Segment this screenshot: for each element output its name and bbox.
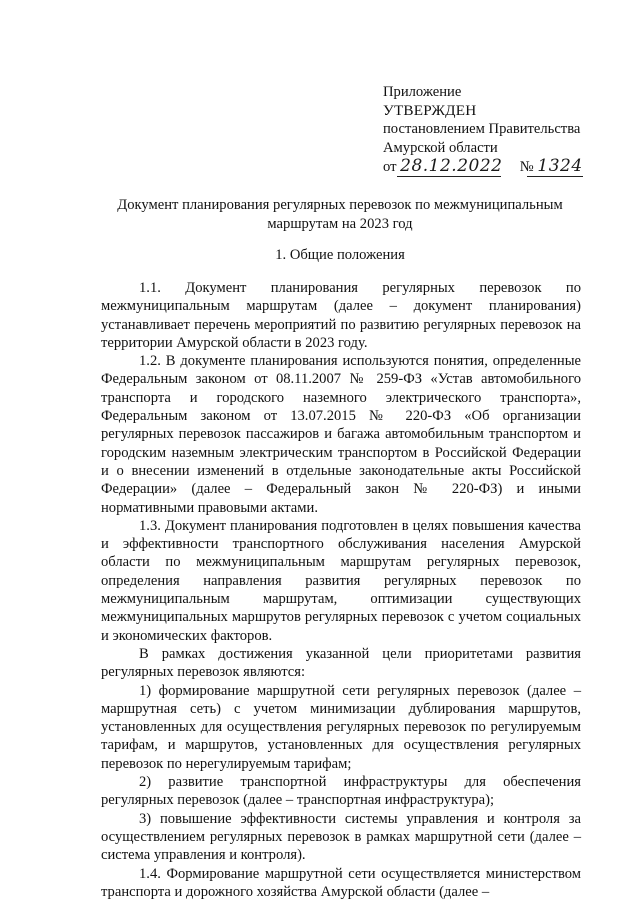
document-title-line: маршрутам на 2023 год <box>267 215 413 232</box>
priority-item-1: 1) формирование маршрутной сети регулярных перевозок (далее – маршрутная сеть) с учетом минимизации дублирования маршрутов, установленных для осуществления регулярных перевозок по регулируемым тарифам, и маршрутов, установленных для осуществления регулярных перевозок по нерегулируемым тарифам; <box>101 682 581 772</box>
document-title-line: Документ планирования регулярных перевозок по межмуниципальным <box>117 197 563 213</box>
region-label: Амурской области <box>383 139 498 156</box>
handwritten-date: 28.12.2022 <box>400 156 503 176</box>
section-title: 1. Общие положения <box>275 247 405 263</box>
approval-block <box>383 83 583 179</box>
date-prefix: от <box>383 159 397 175</box>
paragraph-priorities-intro: В рамках достижения указанной цели приоритетами развития регулярных перевозок являются: <box>101 645 581 681</box>
paragraph-1-4: 1.4. Формирование маршрутной сети осуществляется министерством транспорта и дорожного хозяйства Амурской области (далее – <box>101 865 581 900</box>
date-underline <box>397 176 501 177</box>
paragraph-1-3: 1.3. Документ планирования подготовлен в целях повышения качества и эффективности транспортного обслуживания населения Амурской области по межмуниципальным маршрутам регулярных перевозок, определения направления развития регулярных перевозок по межмуниципальным маршрутам, оптимизации существующих межмуниципальных маршрутов регулярных перевозок с учетом социальных и экономических факторов. <box>101 517 581 644</box>
paragraph-1-1: 1.1. Документ планирования регулярных перевозок по межмуниципальным маршрутам (далее – документ планирования) устанавливает перечень мероприятий по развитию регулярных перевозок на территории Амурской области в 2023 году. <box>101 280 581 351</box>
approved-label: УТВЕРЖДЕН <box>383 101 477 119</box>
appendix-label: Приложение <box>383 84 462 100</box>
number-prefix: № <box>519 159 534 175</box>
number-underline <box>527 176 583 177</box>
resolution-label: постановлением Правительства <box>383 121 581 137</box>
handwritten-number: 1324 <box>537 156 583 176</box>
priority-item-3: 3) повышение эффективности системы управления и контроля за осуществлением регулярных перевозок в рамках маршрутной сети (далее – система управления и контроля). <box>101 810 581 864</box>
date-number-line <box>383 157 583 179</box>
document-title <box>100 196 580 233</box>
priority-item-2: 2) развитие транспортной инфраструктуры для обеспечения регулярных перевозок (далее – транспортная инфраструктура); <box>101 774 581 809</box>
document-body <box>101 279 581 901</box>
paragraph-1-2: 1.2. В документе планирования используются понятия, определенные Федеральным законом от 08.11.2007 № 259-ФЗ «Устав автомобильного транспорта и городского наземного электрического транспорта», Федеральным законом от 13.07.2015 № 220-ФЗ «Об организации регулярных перевозок пассажиров и багажа автомобильным транспортом и городским наземным электрическим транспортом в Российской Федерации и о внесении изменений в отдельные законодательные акты Российской Федерации» (далее – Федеральный закон № 220-ФЗ) и иными нормативными правовыми актами. <box>101 353 581 516</box>
